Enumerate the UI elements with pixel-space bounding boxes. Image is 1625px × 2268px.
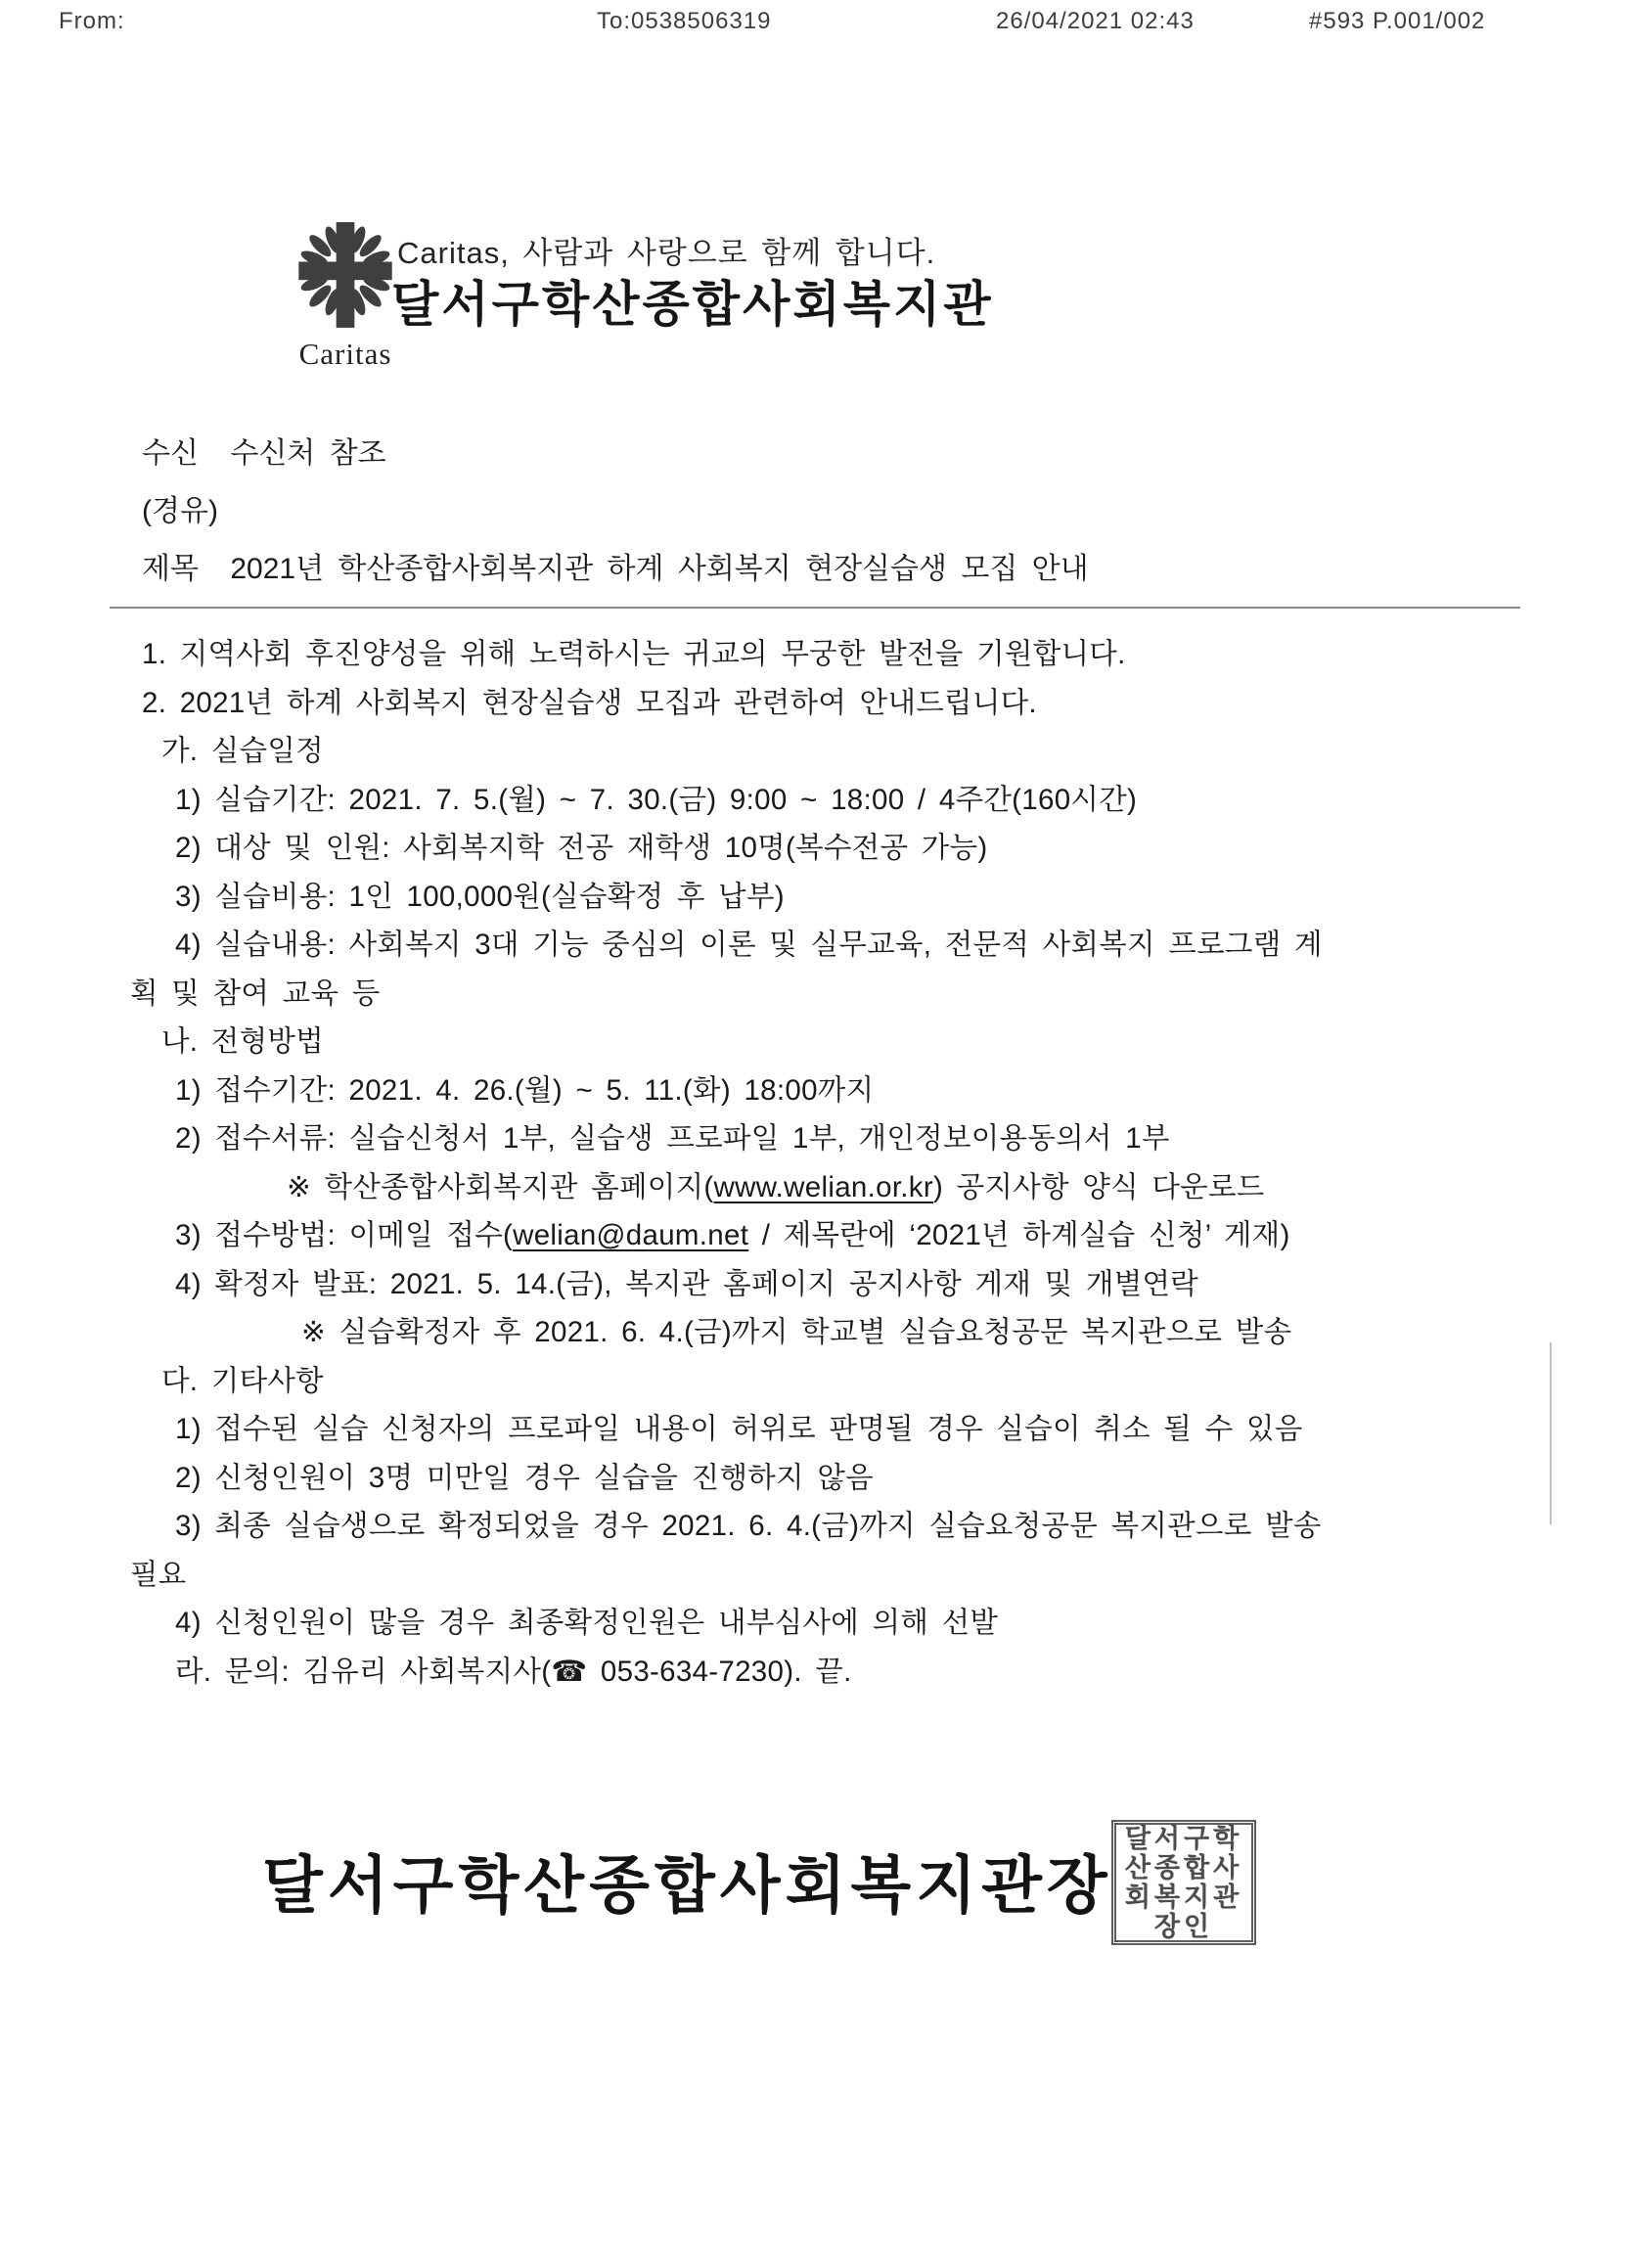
- email-address-link: welian@daum.net: [513, 1219, 749, 1251]
- paragraph-2: 2. 2021년 하계 사회복지 현장실습생 모집과 관련하여 안내드립니다.: [142, 686, 1037, 719]
- na-item-3-prefix: 3) 접수방법: 이메일 접수(: [175, 1219, 514, 1251]
- fax-from-label: From:: [59, 8, 125, 34]
- da-item-1: 1) 접수된 실습 신청자의 프로파일 내용이 허위로 판명될 경우 실습이 취소 될 수 있음: [175, 1413, 1303, 1445]
- seal-stamp-text: 달서구학산종합사회복지관장인: [1124, 1824, 1243, 1941]
- org-slogan: Caritas, 사람과 사랑으로 함께 합니다.: [397, 236, 936, 270]
- ga-item-1: 1) 실습기간: 2021. 7. 5.(월) ~ 7. 30.(금) 9:00 ~ 18:00 / 4주간(160시간): [175, 783, 1138, 816]
- recipient-row: [142, 429, 1089, 486]
- via-label: (경유): [142, 495, 218, 527]
- ga-item-4-line2: 획 및 참여 교육 등: [130, 976, 381, 1010]
- na-note-1: [130, 1163, 1529, 1212]
- contact-line: 라. 문의: 김유리 사회복지사(☎ 053-634-7230). 끝.: [175, 1655, 852, 1688]
- na-item-2: 2) 접수서류: 실습신청서 1부, 실습생 프로파일 1부, 개인정보이용동의서 1부: [175, 1122, 1170, 1155]
- org-name-title: 달서구학산종합사회복지관: [391, 277, 994, 332]
- da-item-4: 4) 신청인원이 많을 경우 최종확정인원은 내부심사에 의해 선발: [175, 1607, 999, 1639]
- paragraph-1: 1. 지역사회 후진양성을 위해 노력하시는 귀교의 무궁한 발전을 기원합니다.: [142, 638, 1126, 670]
- caritas-logo: [292, 220, 399, 372]
- na-item-4: 4) 확정자 발표: 2021. 5. 14.(금), 복지관 홈페이지 공지사항 게재 및 개별연락: [175, 1267, 1199, 1300]
- na-note-1-prefix: ※ 학산종합사회복지관 홈페이지(: [287, 1170, 714, 1203]
- section-da-title: 다. 기타사항: [161, 1364, 324, 1397]
- recipient-label: 수신: [142, 437, 199, 470]
- da-item-3-line2: 필요: [130, 1558, 187, 1591]
- section-ga-title: 가. 실습일정: [161, 735, 324, 767]
- na-item-3-suffix: / 제목란에 ‘2021년 하계실습 신청’ 게재): [748, 1219, 1290, 1251]
- fax-datetime: 26/04/2021 02:43: [996, 8, 1195, 34]
- document-body: [130, 630, 1529, 1696]
- director-signature-title: 달서구학산종합사회복지관장: [262, 1850, 1112, 1921]
- ga-item-3: 3) 실습비용: 1인 100,000원(실습확정 후 납부): [175, 880, 785, 913]
- subject-label: 제목: [142, 553, 199, 585]
- fax-transmission-header: [0, 8, 1625, 41]
- fax-page-counter: #593 P.001/002: [1309, 8, 1486, 34]
- official-seal-stamp: [1111, 1820, 1256, 1945]
- na-note-1-suffix: ) 공지사항 양식 다운로드: [932, 1170, 1265, 1203]
- section-na-title: 나. 전형방법: [161, 1025, 324, 1058]
- homepage-url-link: www.welian.or.kr: [713, 1170, 933, 1203]
- document-meta-block: [142, 429, 1089, 602]
- ga-item-2: 2) 대상 및 인원: 사회복지학 전공 재학생 10명(복수전공 가능): [175, 832, 988, 864]
- da-item-3-line1: 3) 최종 실습생으로 확정되었을 경우 2021. 6. 4.(금)까지 실습요청공문 복지관으로 발송: [175, 1510, 1322, 1542]
- fax-to-number: To:0538506319: [597, 8, 772, 34]
- header-divider-line: [110, 607, 1520, 609]
- na-item-1: 1) 접수기간: 2021. 4. 26.(월) ~ 5. 11.(화) 18:00까지: [175, 1073, 875, 1107]
- subject-value: 2021년 학산종합사회복지관 하계 사회복지 현장실습생 모집 안내: [230, 553, 1089, 585]
- scan-artifact-line: [1550, 1342, 1552, 1524]
- subject-row: [142, 544, 1089, 602]
- na-item-3: [130, 1211, 1529, 1260]
- na-note-2: ※ 실습확정자 후 2021. 6. 4.(금)까지 학교별 실습요청공문 복지관으로 발송: [301, 1316, 1292, 1348]
- caritas-logo-caption: Caritas: [298, 337, 392, 371]
- via-row: [142, 486, 1089, 544]
- ga-item-4-line1: 4) 실습내용: 사회복지 3대 기능 중심의 이론 및 실무교육, 전문적 사회복지 프로그램 계: [175, 929, 1323, 961]
- caritas-cross-icon: [294, 220, 396, 330]
- da-item-2: 2) 신청인원이 3명 미만일 경우 실습을 진행하지 않음: [175, 1461, 874, 1494]
- recipient-value: 수신처 참조: [230, 437, 386, 470]
